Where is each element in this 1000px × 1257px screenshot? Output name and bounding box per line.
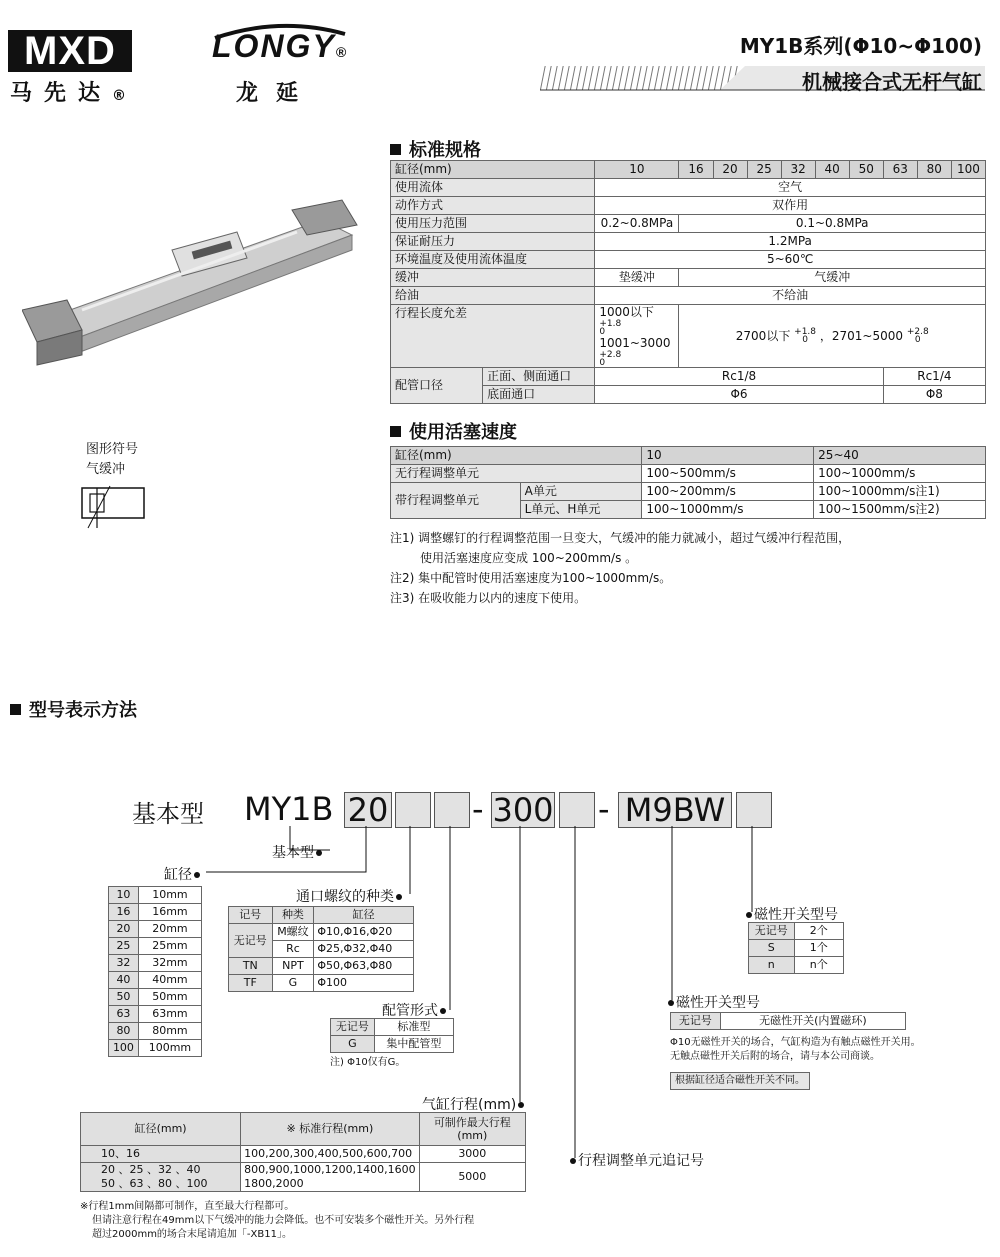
- bore-code: 16: [109, 904, 139, 921]
- table-row: [109, 904, 202, 921]
- row-label: 配管口径: [391, 368, 483, 404]
- bore-size: 63mm: [138, 1006, 201, 1023]
- bore-code: 80: [109, 1023, 139, 1040]
- table-row: [229, 924, 414, 941]
- row-value: 5~60℃: [595, 251, 986, 269]
- model-stroke-box: 300: [492, 791, 554, 829]
- col-header: 10: [642, 447, 814, 465]
- stroke-callout: 气缸行程(mm): [422, 1094, 524, 1114]
- bore-size: 50mm: [138, 989, 201, 1006]
- switch-qty-table: [748, 922, 844, 974]
- qty-value: 1个: [794, 940, 843, 957]
- switch-type-table: [670, 1012, 906, 1030]
- bore-size: 10mm: [138, 887, 201, 904]
- table-row: [109, 921, 202, 938]
- thread-bores: Φ25,Φ32,Φ40: [314, 941, 414, 958]
- stroke-table: [80, 1112, 526, 1192]
- switch-type-callout: 磁性开关型号: [668, 992, 760, 1012]
- stroke-standard: 800,900,1000,1200,1400,1600 1800,2000: [241, 1163, 419, 1192]
- table-row: [229, 958, 414, 975]
- table-row: [81, 1113, 526, 1146]
- bore-cell: 63: [883, 161, 917, 179]
- bore-code: 20: [109, 921, 139, 938]
- model-bore-box: 20: [344, 792, 392, 828]
- row-value: 垫缓冲: [595, 269, 679, 287]
- piping-code: G: [331, 1036, 375, 1053]
- model-section-title: 型号表示方法: [10, 696, 137, 722]
- switch-type-notes: Φ10无磁性开关的场合，气缸构造为有触点磁性开关用。 无触点磁性开关后附的场合，请与本公司商谈。: [670, 1037, 921, 1062]
- row-label: 使用压力范围: [391, 215, 595, 233]
- bore-cell: 25: [747, 161, 781, 179]
- row-sublabel: L单元、H单元: [520, 501, 642, 519]
- switch-type: 无磁性开关(内置磁环): [720, 1013, 905, 1030]
- row-value: Rc1/8: [595, 368, 883, 386]
- switch-code: 无记号: [671, 1013, 721, 1030]
- row-value: Φ8: [883, 386, 985, 404]
- col-header: 25~40: [814, 447, 986, 465]
- bore-cell: 32: [781, 161, 815, 179]
- piping-code: 无记号: [331, 1019, 375, 1036]
- bore-callout: 缸径: [164, 864, 200, 884]
- qty-code: S: [749, 940, 795, 957]
- symbol-caption: 图形符号 气缓冲: [86, 442, 139, 477]
- table-row: [109, 1023, 202, 1040]
- bore-code: 63: [109, 1006, 139, 1023]
- thread-type: Rc: [272, 941, 314, 958]
- row-sublabel: A单元: [520, 483, 642, 501]
- thread-callout: 通口螺纹的种类: [296, 886, 402, 906]
- bore-code: 10: [109, 887, 139, 904]
- piping-type: 标准型: [374, 1019, 453, 1036]
- row-sublabel: 底面通口: [483, 386, 595, 404]
- basic-type-label: 基本型: [132, 800, 204, 828]
- thread-type: M螺纹: [272, 924, 314, 941]
- table-row: [109, 989, 202, 1006]
- table-row: [81, 1146, 526, 1163]
- bore-code: 25: [109, 938, 139, 955]
- col-header: 记号: [229, 907, 273, 924]
- stroke-max: 5000: [419, 1163, 525, 1192]
- bore-cell: 80: [917, 161, 951, 179]
- col-header: ※ 标准行程(mm): [241, 1113, 419, 1146]
- bore-table: [108, 886, 202, 1057]
- mxd-logo-chinese: 马先达®: [10, 81, 139, 106]
- speed-notes: 注1) 调整螺钉的行程调整范围一旦变大，气缓冲的能力就减小，超过气缓冲行程范围， 使用活塞速度应变成 100~200mm/s 。 注2) 集中配管时使用活塞速度为100~1000mm/s。 注3) 在吸收能力以内的速度下使用。: [390, 531, 851, 605]
- model-dash: -: [598, 790, 610, 828]
- col-header: 可制作最大行程(mm): [419, 1113, 525, 1146]
- thread-code: TF: [229, 975, 273, 992]
- table-row: [749, 940, 844, 957]
- col-header: 缸径(mm): [81, 1113, 241, 1146]
- table-row: [109, 938, 202, 955]
- bore-header: 缸径(mm): [391, 447, 642, 465]
- stroke-bore: 20 、25 、32 、40 50 、63 、80 、100: [81, 1163, 241, 1192]
- row-value: 100~1000mm/s: [642, 501, 814, 519]
- row-label: 缓冲: [391, 269, 595, 287]
- bore-code: 40: [109, 972, 139, 989]
- longy-logo-chinese: 龙延: [236, 81, 317, 106]
- model-prefix: MY1B: [244, 790, 334, 828]
- row-value: 100~200mm/s: [642, 483, 814, 501]
- row-value: 不给油: [595, 287, 986, 305]
- switch-type-notice: 根据缸径适合磁性开关不同。: [670, 1072, 810, 1090]
- row-value: 0.2~0.8MPa: [595, 215, 679, 233]
- row-value: 100~500mm/s: [642, 465, 814, 483]
- piping-table: [330, 1018, 454, 1053]
- thread-type: G: [272, 975, 314, 992]
- row-value: 双作用: [595, 197, 986, 215]
- row-value: 气缓冲: [679, 269, 986, 287]
- bore-code: 50: [109, 989, 139, 1006]
- table-row: [749, 923, 844, 940]
- bore-size: 40mm: [138, 972, 201, 989]
- piping-callout: 配管形式: [382, 1000, 446, 1020]
- table-row: [109, 972, 202, 989]
- stroke-max: 3000: [419, 1146, 525, 1163]
- row-label: 使用流体: [391, 179, 595, 197]
- stroke-bore: 10、16: [81, 1146, 241, 1163]
- row-label: 保证耐压力: [391, 233, 595, 251]
- row-value: 1.2MPa: [595, 233, 986, 251]
- model-switch-box: M9BW: [618, 792, 732, 828]
- row-value: 0.1~0.8MPa: [679, 215, 986, 233]
- basic-type-callout: 基本型: [272, 842, 322, 862]
- row-label: 动作方式: [391, 197, 595, 215]
- series-subtitle: 机械接合式无杆气缸: [802, 70, 982, 94]
- qty-value: n个: [794, 957, 843, 974]
- bore-cell: 100: [951, 161, 985, 179]
- bore-size: 16mm: [138, 904, 201, 921]
- spec-section-title: 标准规格: [390, 136, 481, 162]
- stroke-tol-small: 1000以下 +1.8 0 1001~3000 +2.8 0: [595, 305, 679, 368]
- longy-logo: LONGY®: [212, 28, 349, 64]
- qty-code: n: [749, 957, 795, 974]
- table-row: [81, 1163, 526, 1192]
- table-row: [229, 907, 414, 924]
- thread-bores: Φ100: [314, 975, 414, 992]
- row-value: 100~1000mm/s: [814, 465, 986, 483]
- row-label: 给油: [391, 287, 595, 305]
- bore-code: 32: [109, 955, 139, 972]
- row-label: 行程长度允差: [391, 305, 595, 368]
- bore-cell: 16: [679, 161, 713, 179]
- table-row: [109, 955, 202, 972]
- bore-cell: 10: [595, 161, 679, 179]
- row-sublabel: 正面、侧面通口: [483, 368, 595, 386]
- row-value: Rc1/4: [883, 368, 985, 386]
- table-row: [331, 1036, 454, 1053]
- bore-size: 25mm: [138, 938, 201, 955]
- row-label: 环境温度及使用流体温度: [391, 251, 595, 269]
- thread-bores: Φ10,Φ16,Φ20: [314, 924, 414, 941]
- model-dash: -: [472, 790, 484, 828]
- table-row: [749, 957, 844, 974]
- row-value: 100~1500mm/s注2): [814, 501, 986, 519]
- bore-cell: 40: [815, 161, 849, 179]
- qty-code: 无记号: [749, 923, 795, 940]
- thread-bores: Φ50,Φ63,Φ80: [314, 958, 414, 975]
- table-row: [671, 1013, 906, 1030]
- speed-section-title: 使用活塞速度: [390, 418, 517, 444]
- stroke-notes: ※行程1mm间隔都可制作，直至最大行程都可。 但请注意行程在49mm以下气缓冲的能力会降低。也不可安装多个磁性开关。另外行程 超过2000mm的场合末尾请追加「-XB11」。: [80, 1201, 475, 1240]
- piping-type: 集中配管型: [374, 1036, 453, 1053]
- table-row: [331, 1019, 454, 1036]
- table-row: [229, 975, 414, 992]
- bore-size: 80mm: [138, 1023, 201, 1040]
- row-value: 100~1000mm/s注1): [814, 483, 986, 501]
- series-title: MY1B系列(Φ10~Φ100): [739, 34, 982, 58]
- bore-size: 100mm: [138, 1040, 201, 1057]
- bore-cell: 20: [713, 161, 747, 179]
- mxd-logo: MXD: [8, 30, 132, 72]
- adjust-unit-callout: 行程调整单元追记号: [570, 1150, 704, 1170]
- thread-code: 无记号: [229, 924, 273, 958]
- table-row: [109, 1040, 202, 1057]
- bore-size: 20mm: [138, 921, 201, 938]
- thread-table: [228, 906, 414, 992]
- switch-qty-callout: 磁性开关型号: [746, 904, 838, 924]
- row-value: Φ6: [595, 386, 883, 404]
- qty-value: 2个: [794, 923, 843, 940]
- stroke-standard: 100,200,300,400,500,600,700: [241, 1146, 419, 1163]
- stroke-tol-large: 2700以下 +1.8 0 ，2701~5000 +2.8 0: [679, 305, 986, 368]
- bore-code: 100: [109, 1040, 139, 1057]
- thread-code: TN: [229, 958, 273, 975]
- col-header: 缸径: [314, 907, 414, 924]
- row-label: 无行程调整单元: [391, 465, 642, 483]
- thread-type: NPT: [272, 958, 314, 975]
- table-row: [109, 1006, 202, 1023]
- col-header: 种类: [272, 907, 314, 924]
- bore-size: 32mm: [138, 955, 201, 972]
- bore-cell: 50: [849, 161, 883, 179]
- row-value: 空气: [595, 179, 986, 197]
- bore-header: 缸径(mm): [391, 161, 595, 179]
- row-label: 带行程调整单元: [391, 483, 521, 519]
- piping-note: 注) Φ10仅有G。: [330, 1057, 406, 1068]
- table-row: [109, 887, 202, 904]
